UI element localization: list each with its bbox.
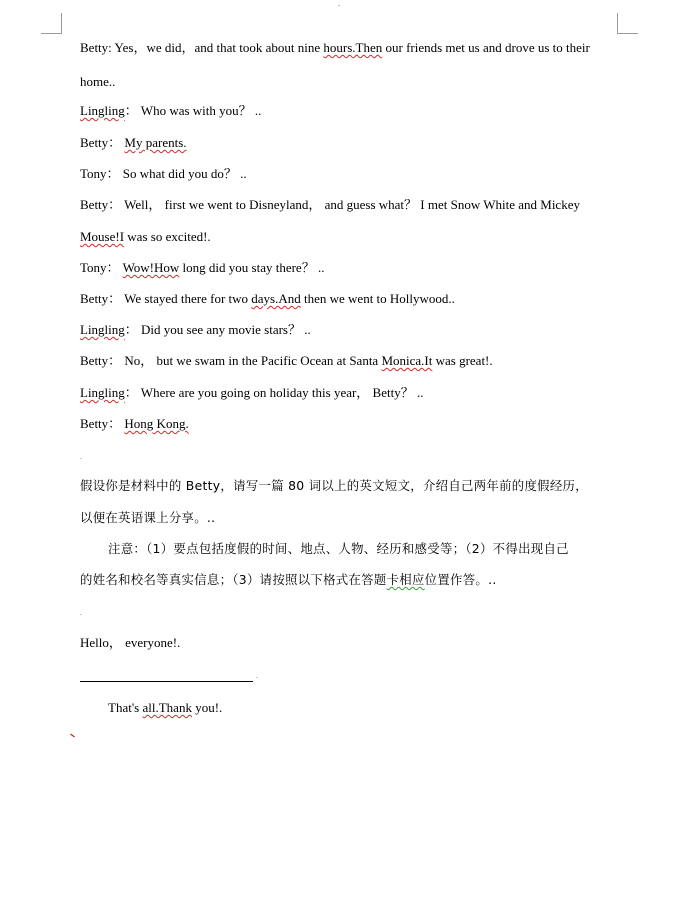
dialogue-line-9 [80,291,625,307]
paragraph-mark: . [80,452,82,461]
spelling-error: Mouse!I [80,229,125,244]
spelling-error: Monica.It [381,353,433,368]
dialogue-line-8 [80,260,625,276]
closing-text: you!. [191,700,223,715]
speaker: Lingling [80,385,125,400]
task-paragraph-1-line-2 [80,510,625,526]
dialogue-text: Betty： Well， first we went to Disneyland， and guess what？ I met Snow White and Mickey [80,197,580,212]
answer-blank-line[interactable] [80,681,253,682]
task-text: 假设你是材料中的 Betty，请写一篇 80 词以上的英文短文，介绍自己两年前的度假经历， [80,478,588,493]
task-paragraph-2-line-1 [108,541,625,557]
dialogue-text: Tony： So what did you do？ .. [80,166,247,181]
empty-paragraph [80,605,625,621]
speaker: Lingling [80,322,125,337]
letter-greeting [80,635,625,651]
task-text: 以便在英语课上分享。.. [80,510,216,525]
task-text: 的姓名和校名等真实信息；（3）请按照以下格式在答题 [80,572,387,587]
task-text: 位置作答。.. [424,572,497,587]
dialogue-text: ： Where are you going on holiday this year， Betty？ .. [124,385,424,400]
dialogue-text: was so excited!. [124,229,211,244]
paragraph-mark: .​ [338,0,340,8]
speaker: Tony： [80,260,123,275]
dialogue-line-7 [80,229,625,245]
dialogue-line-3 [80,103,625,119]
crop-mark-top-right [617,13,638,34]
task-paragraph-1-line-1 [80,478,625,494]
dialogue-text: then we went to Hollywood.. [300,291,455,306]
dialogue-line-5 [80,166,625,182]
paragraph-mark: . [80,608,82,617]
spelling-error: Wow!How [122,260,180,275]
dialogue-line-11 [80,353,625,369]
dialogue-text: was great!. [432,353,493,368]
spelling-error: Hong Kong. [124,416,189,431]
text-cursor-mark [70,734,75,738]
speaker: Betty： [80,416,125,431]
closing-text: That's [108,700,143,715]
grammar-error: 卡相应 [386,572,425,587]
dialogue-text: home.. [80,74,116,89]
dialogue-line-4 [80,135,625,151]
task-paragraph-2-line-2 [80,572,625,588]
speaker: Betty [80,40,109,55]
spelling-error: days.And [251,291,301,306]
crop-mark-top-left [41,13,62,34]
dialogue-text: ： Did you see any movie stars？ .. [124,322,311,337]
dialogue-text: Betty： We stayed there for two [80,291,252,306]
dialogue-text: ： Who was with you？ .. [124,103,262,118]
dialogue-line-10 [80,322,625,338]
dialogue-line-1 [80,40,625,56]
dialogue-text: long did you stay there？ .. [179,260,325,275]
dialogue-line-12 [80,385,625,401]
greeting-text: Hello， everyone!. [80,635,181,650]
speaker: Betty： [80,135,125,150]
paragraph-mark: .​ [256,671,258,680]
empty-paragraph [80,449,625,465]
dialogue-text: Betty： No， but we swam in the Pacific Ocean at Santa [80,353,382,368]
dialogue-text: : Yes，we did，and that took about nine [108,40,324,55]
spelling-error: My parents. [124,135,187,150]
dialogue-line-6 [80,197,625,213]
spelling-error: all.Thank [142,700,192,715]
dialogue-text: our friends met us and drove us to their [382,40,590,55]
speaker: Lingling [80,103,125,118]
letter-closing [108,700,625,716]
spelling-error: hours.Then [323,40,383,55]
dialogue-line-13 [80,416,625,432]
task-text: 注意：（1）要点包括度假的时间、地点、人物、经历和感受等；（2）不得出现自己 [108,541,569,556]
dialogue-line-2 [80,74,625,90]
